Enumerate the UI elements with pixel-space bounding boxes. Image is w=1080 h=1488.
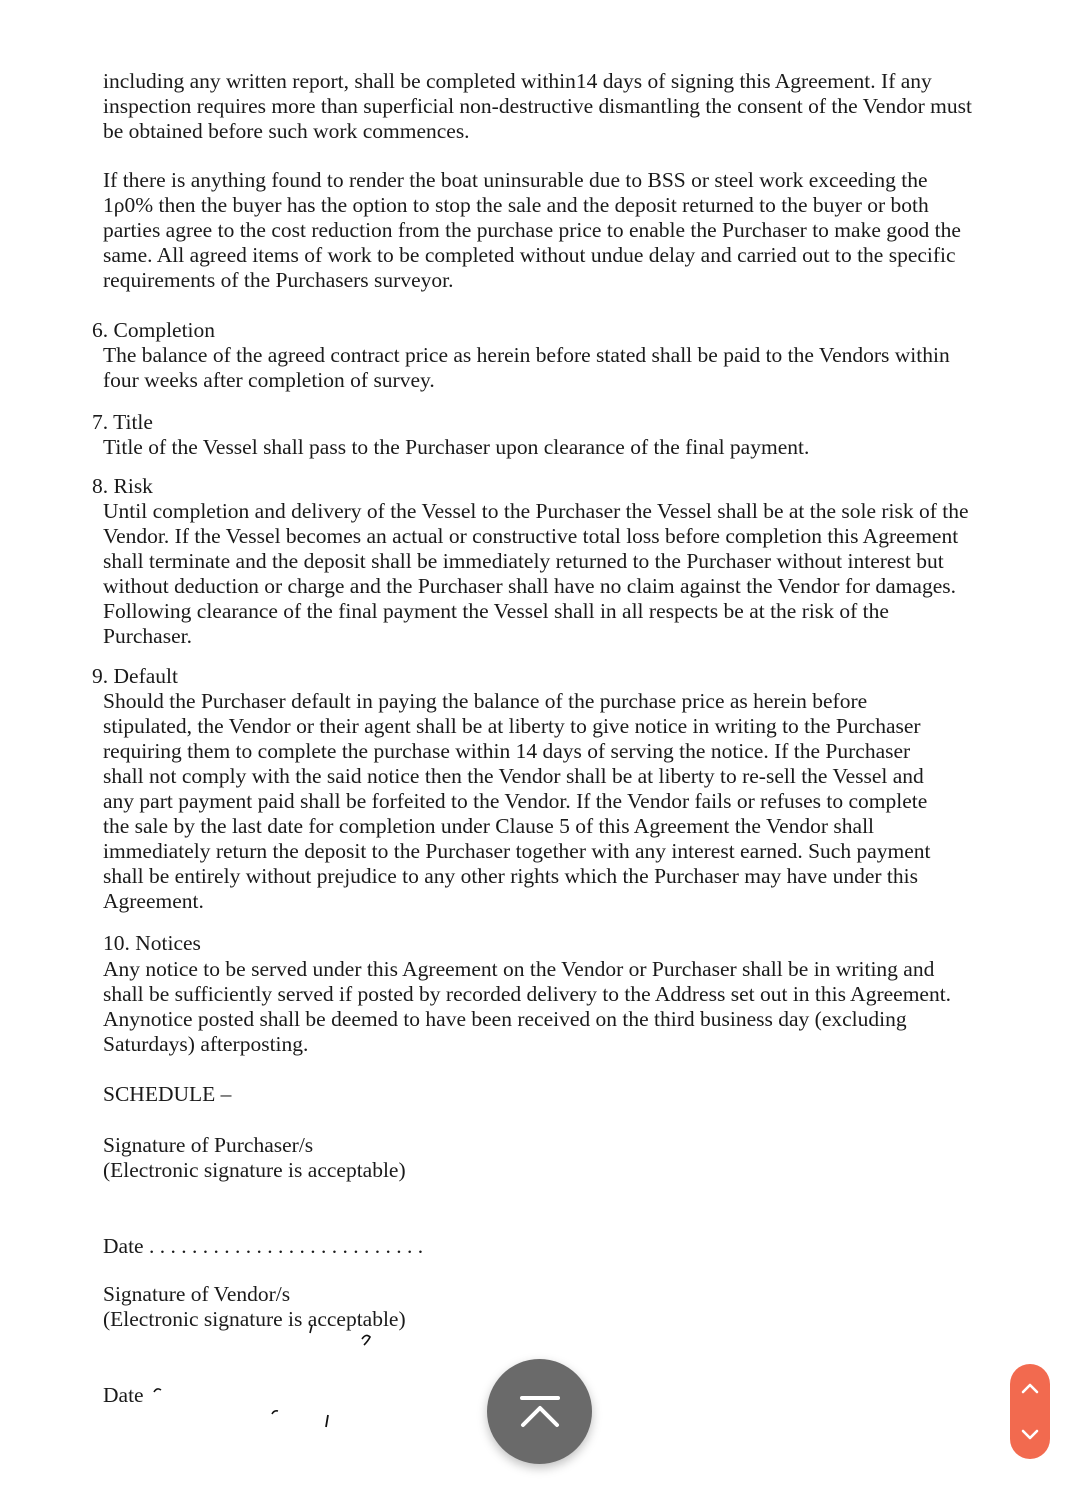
chevron-up-icon [1020,1381,1040,1395]
section-heading-risk: 8. Risk [92,474,153,498]
purchaser-signature-label: Signature of Purchaser/s [103,1133,314,1157]
section-body-default: Should the Purchaser default in paying the balance of the purchase price as herein before stipulated, the Vendor or their agent shall be at liberty to give notice in writing to the Purchaser requiring them to complete the purchase within 14 days of serving the notice. If the Purchaser shall not comply with the said notice then the Vendor shall be at liberty to re-sell the Vessel and any part payment paid shall be forfeited to the Vendor. If the Vendor fails or refuses to complete the sale by the last date for completion under Clause 5 of this Agreement the Vendor shall immediately return the deposit to the Purchaser together with any interest earned. Such payment shall be entirely without prejudice to any other rights which the Purchaser may have under this Agreement. [103,689,931,913]
page-navigator [1010,1364,1050,1459]
section-body-title: Title of the Vessel shall pass to the Purchaser upon clearance of the final payment. [103,435,810,459]
vendor-signature-label: Signature of Vendor/s [103,1282,291,1306]
vendor-date-label: Date [103,1383,144,1407]
scroll-to-top-button[interactable] [487,1359,592,1464]
section-heading-default: 9. Default [92,664,178,688]
previous-page-button[interactable] [1010,1366,1050,1410]
chevron-up-bar-icon [518,1394,562,1430]
chevron-down-icon [1020,1428,1040,1442]
handwritten-dot [268,1406,282,1418]
next-page-button[interactable] [1010,1413,1050,1457]
purchaser-date-line: Date . . . . . . . . . . . . . . . . . . . . . . . . . . [103,1234,424,1258]
handwritten-tick [150,1384,170,1396]
handwritten-marks [300,1315,390,1435]
section-body-risk: Until completion and delivery of the Vessel to the Purchaser the Vessel shall be at the sole risk of the Vendor. If the Vessel becomes an actual or constructive total loss before completion this Agreement shall terminate and the deposit shall be immediately returned to the Purchaser without interest but without deduction or charge and the Purchaser shall have no claim against the Vendor for damages. Following clearance of the final payment the Vessel shall in all respects be at the risk of the Purchaser. [103,499,969,648]
section-heading-title: 7. Title [92,410,153,434]
insurance-paragraph: If there is anything found to render the boat uninsurable due to BSS or steel work exceeding the 1ρ0% then the buyer has the option to stop the sale and the deposit returned to the buyer or both parties agree to the cost reduction from the purchase price to enable the Purchaser to make good the same. All agreed items of work to be completed without undue delay and carried out to the specific requirements of the Purchasers surveyor. [103,168,961,292]
purchaser-signature-note: (Electronic signature is acceptable) [103,1158,406,1182]
intro-paragraph: including any written report, shall be completed within14 days of signing this Agreement. If any inspection requires more than superficial non-destructive dismantling the consent of the Vendor must be obtained before such work commences. [103,69,972,143]
section-body-notices: Any notice to be served under this Agreement on the Vendor or Purchaser shall be in writing and shall be sufficiently served if posted by recorded delivery to the Address set out in this Agreement. Anynotice posted shall be deemed to have been received on the third business day (excluding Saturdays) afterposting. [103,957,952,1056]
schedule-heading: SCHEDULE – [103,1082,232,1106]
section-body-completion: The balance of the agreed contract price as herein before stated shall be paid to the Vendors within four weeks after completion of survey. [103,343,950,392]
section-heading-completion: 6. Completion [92,318,216,342]
section-heading-notices: 10. Notices [103,931,201,955]
vendor-signature-note: (Electronic signature is acceptable) [103,1307,406,1331]
